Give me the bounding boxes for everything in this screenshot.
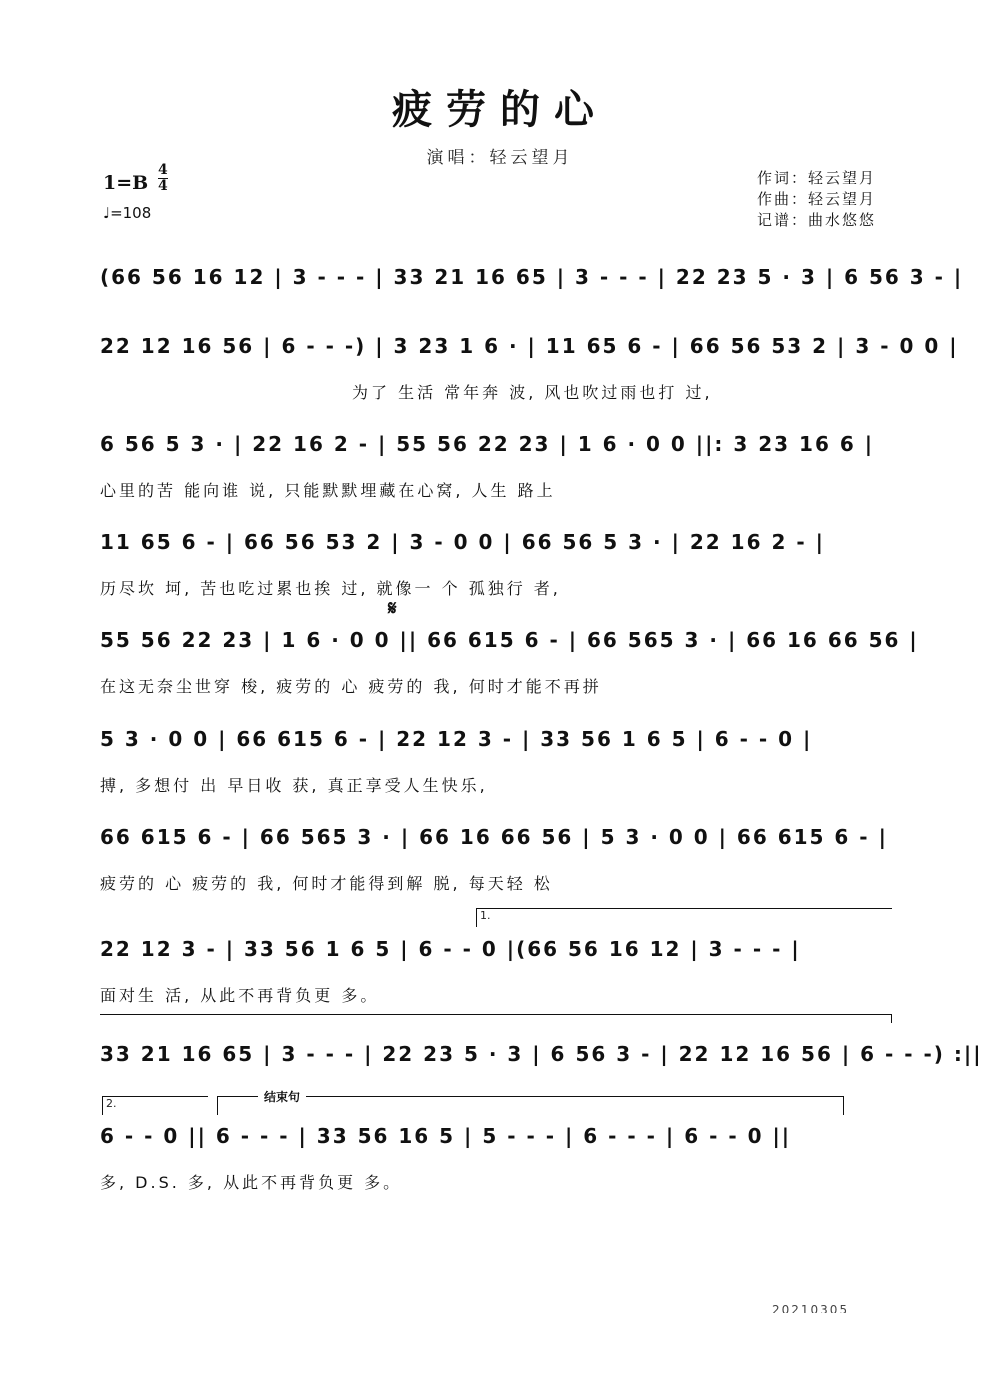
lyricist-credit: 作词：轻云望月 — [757, 169, 877, 187]
score-system-7 — [100, 825, 900, 915]
score-system-2 — [100, 334, 959, 424]
score-system-10 — [100, 1124, 900, 1214]
lyrics-line: 在这无奈尘世穿 梭, 疲劳的 心 疲劳的 我, 何时才能不再拼 — [100, 677, 602, 696]
notation-line: 6 56 5 3 · | 22 16 2 - | 55 56 22 23 | 1 6 · 0 0 ||: 3 23 16 6 | — [100, 432, 875, 456]
notation-line: 6 - - 0 || 6 - - - | 33 56 16 5 | 5 - - - | 6 - - - | 6 - - 0 || — [100, 1124, 792, 1148]
notation-line: 33 21 16 65 | 3 - - - | 22 23 5 · 3 | 6 56 3 - | 22 12 16 56 | 6 - - -) :|| — [100, 1042, 983, 1066]
song-title: 疲劳的心 — [392, 86, 608, 133]
lyrics-line: 疲劳的 心 疲劳的 我, 何时才能得到解 脱, 每天轻 松 — [100, 874, 553, 893]
notation-line: 5 3 · 0 0 | 66 615 6 - | 22 12 3 - | 33 56 1 6 5 | 6 - - 0 | — [100, 727, 813, 751]
score-system-3 — [100, 432, 900, 522]
time-signature-bottom: 4 — [158, 178, 168, 194]
lyrics-line: 面对生 活, 从此不再背负更 多。 — [100, 986, 380, 1005]
notation-line: 66 615 6 - | 66 565 3 · | 66 16 66 56 | 5 3 · 0 0 | 66 615 6 - | — [100, 825, 888, 849]
score-system-6 — [100, 727, 900, 817]
score-system-4 — [100, 530, 900, 620]
credits-block — [757, 168, 876, 231]
time-signature-top: 4 — [158, 162, 168, 178]
notation-line: 22 12 3 - | 33 56 1 6 5 | 6 - - 0 |(66 56 16 12 | 3 - - - | — [100, 937, 801, 961]
second-ending-bracket: 2. — [102, 1096, 208, 1115]
segno-icon: 𝄋 — [388, 596, 397, 620]
score-system-9 — [100, 1042, 983, 1132]
notation-line: (66 56 16 12 | 3 - - - | 33 21 16 65 | 3 - - - | 22 23 5 · 3 | 6 56 3 - | — [100, 265, 964, 289]
coda-bracket — [217, 1096, 844, 1115]
first-ending-bracket: 1. — [476, 908, 892, 927]
notation-line: 11 65 6 - | 66 56 53 2 | 3 - 0 0 | 66 56 5 3 · | 22 16 2 - | — [100, 530, 825, 554]
lyrics-line: 心里的苦 能向谁 说, 只能默默埋藏在心窝, 人生 路上 — [100, 481, 556, 500]
notation-line: 22 12 16 56 | 6 - - -) | 3 23 1 6 · | 11 65 6 - | 66 56 53 2 | 3 - 0 0 | — [100, 334, 959, 358]
singer-line: 演唱：轻云望月 — [426, 148, 574, 168]
lyrics-line: 多, D.S. 多, 从此不再背负更 多。 — [100, 1173, 403, 1192]
tempo-marking: ♩=108 — [103, 204, 152, 222]
score-system-5 — [100, 628, 919, 718]
first-ending-continuation — [100, 1014, 892, 1023]
time-signature — [158, 163, 168, 194]
footer-code: 20210305 — [772, 1303, 850, 1313]
lyrics-line: 搏, 多想付 出 早日收 获, 真正享受人生快乐, — [100, 776, 488, 795]
key-signature: 1=B — [103, 172, 149, 194]
coda-label: 结束句 — [258, 1088, 306, 1105]
transcriber-credit: 记谱：曲水悠悠 — [757, 211, 877, 229]
lyrics-line: 为了 生活 常年奔 波, 风也吹过雨也打 过, — [352, 383, 713, 402]
notation-line: 55 56 22 23 | 1 6 · 0 0 || 66 615 6 - | 66 565 3 · | 66 16 66 56 | — [100, 628, 919, 652]
lyrics-line: 历尽坎 坷, 苦也吃过累也挨 过, 就像一 个 孤独行 者, — [100, 579, 561, 598]
composer-credit: 作曲：轻云望月 — [757, 190, 877, 208]
